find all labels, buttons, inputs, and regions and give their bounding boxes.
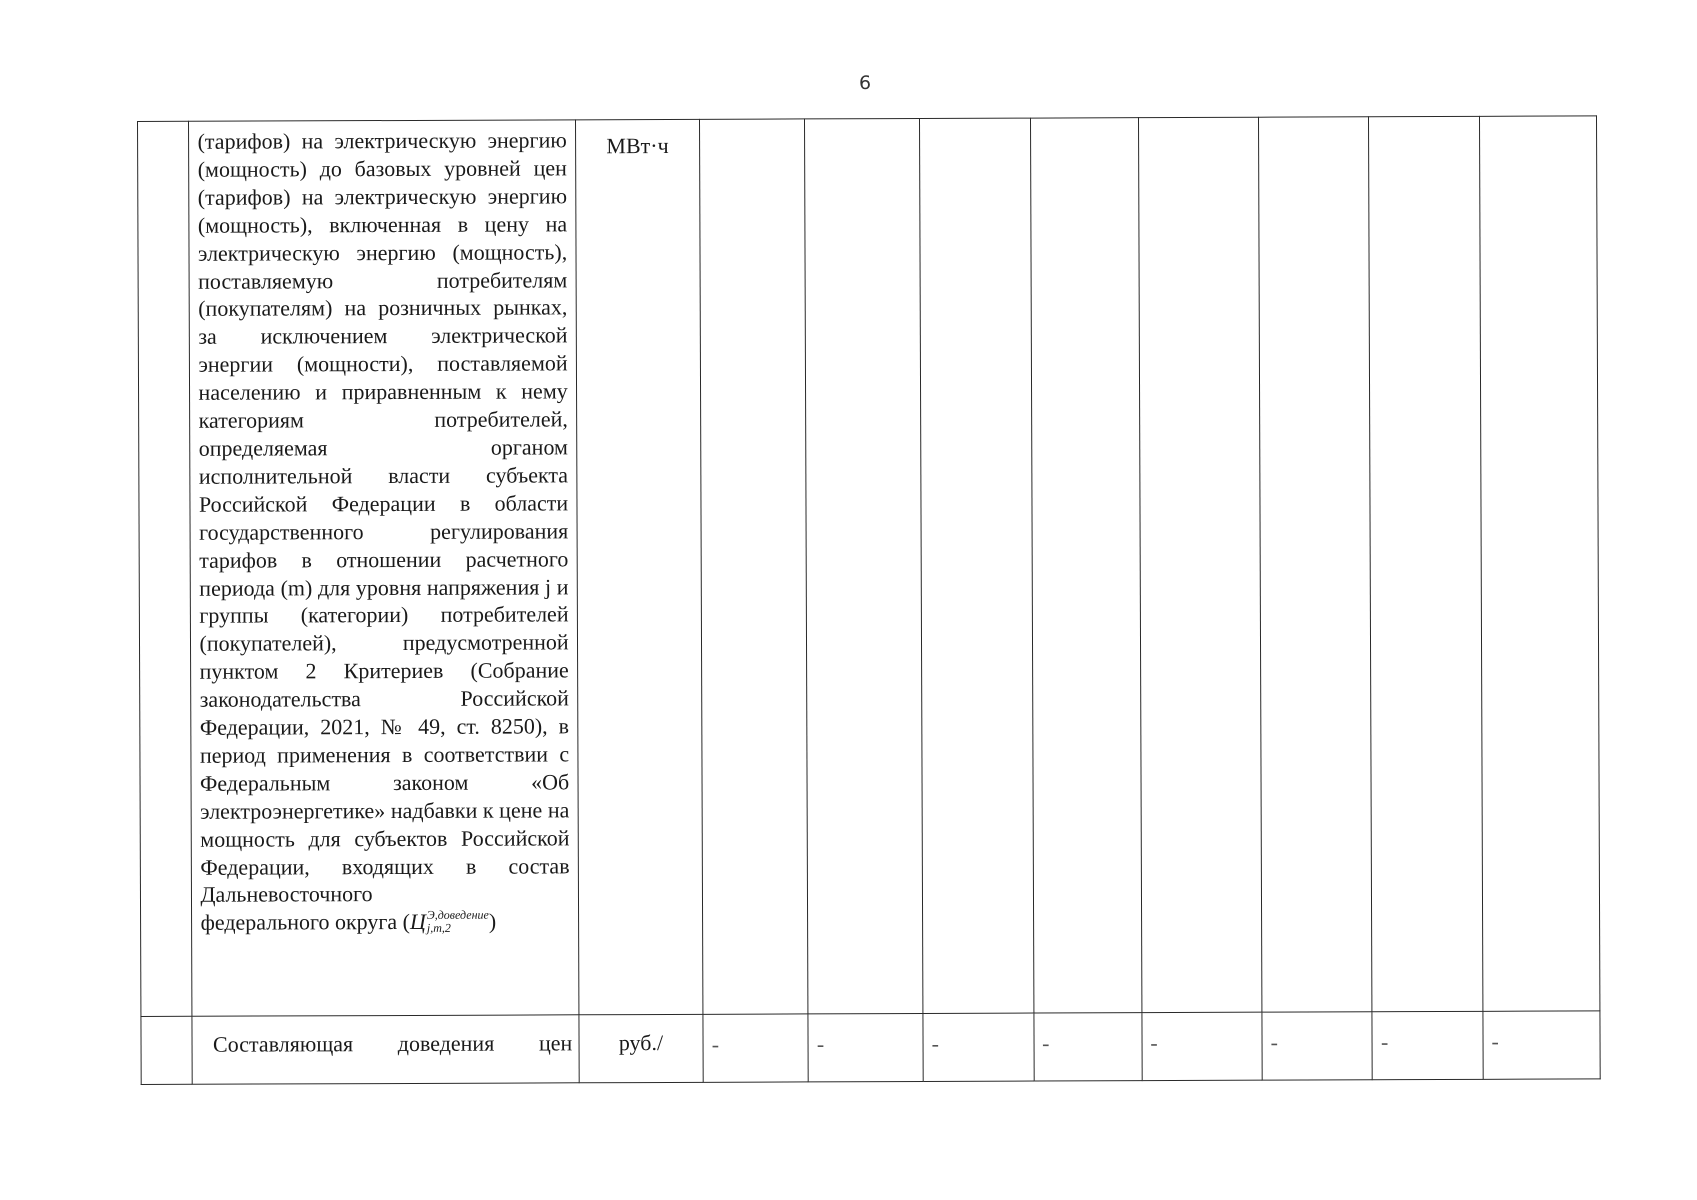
formula-base: Ц: [409, 909, 426, 935]
table-row: [138, 116, 1600, 1017]
description-last-line-text: федерального округа (: [200, 909, 411, 936]
page-number: 6: [858, 72, 872, 94]
table-row: [141, 1011, 1600, 1085]
value-cell: [1138, 117, 1262, 1012]
value-cell: [1369, 116, 1483, 1011]
value-cell: [1258, 117, 1372, 1012]
unit-cell: МВт·ч: [575, 119, 703, 1014]
formula-superscript: Э,доведение: [426, 907, 489, 923]
value-cell: -: [923, 1013, 1034, 1081]
index-cell: [141, 1016, 193, 1084]
value-cell: [1479, 116, 1599, 1011]
value-cell: [700, 119, 809, 1014]
value-cell: -: [1372, 1011, 1483, 1079]
description-cell: Составляющая доведения цен: [192, 1015, 578, 1084]
formula-close: ): [488, 909, 497, 935]
description-cell: [189, 120, 579, 1016]
value-cell: [1030, 118, 1142, 1013]
value-cell: -: [1483, 1011, 1600, 1079]
unit-cell: руб./: [579, 1014, 704, 1082]
value-cell: -: [1142, 1012, 1262, 1080]
document-table: [137, 115, 1601, 1085]
value-cell: -: [1033, 1013, 1142, 1081]
value-cell: -: [703, 1014, 808, 1082]
value-cell: -: [1262, 1012, 1373, 1080]
description-text: (тарифов) на электрическую энергию (мощность) до базовых уровней цен (тарифов) на электрическую энергию (мощность), включенная в цену на электрическую энергию (мощность), поставляемую потребителям (покупателям) на розничных рынках, за исключением электрической энергии (мощности), поставляемой населению и приравненным к нему категориям потребителей, определяемая органом исполнительной власти субъекта Российской Федерации в области государственного регулирования тарифов в отношении расчетного периода (m) для уровня напряжения j и группы (категории) потребителей (покупателей), предусмотренной пунктом 2 Критериев (Собрание законодательства Российской Федерации, 2021, № 49, ст. 8250), в период применения в соответствии с Федеральным законом «Об электроэнергетике» надбавки к цене на мощность для субъектов Российской Федерации, входящих в состав Дальневосточного: [197, 127, 570, 908]
value-cell: -: [808, 1013, 923, 1081]
value-cell: [920, 118, 1034, 1013]
index-cell: [138, 121, 193, 1016]
formula-indices: [427, 909, 489, 935]
value-cell: [805, 118, 923, 1013]
formula: [410, 908, 489, 936]
description-last-line: [201, 908, 570, 937]
formula-subscript: j,m,2: [426, 921, 451, 936]
